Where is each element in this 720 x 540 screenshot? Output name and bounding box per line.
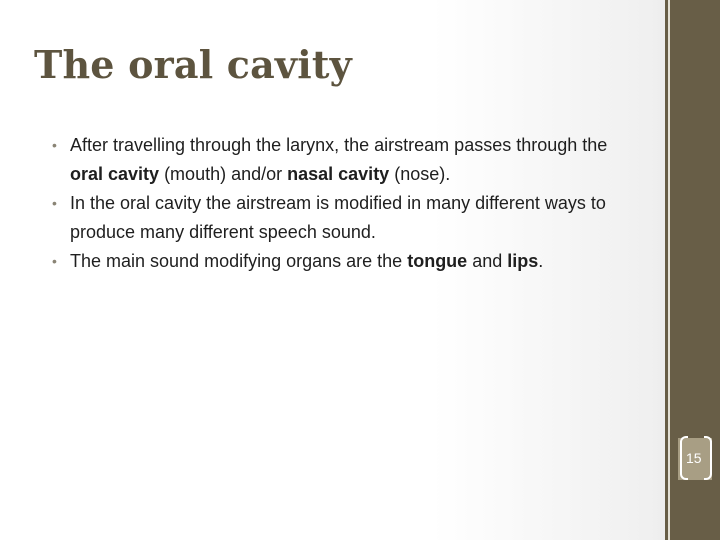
bullet-text-run: The main sound modifying organs are the xyxy=(70,251,408,271)
bullet-text xyxy=(70,135,607,184)
bullet-item xyxy=(52,189,642,247)
bullet-dot-icon: • xyxy=(52,137,57,153)
bullet-text-run: In the oral cavity the airstream is modified in many different ways to produce many different speech sound. xyxy=(70,193,606,242)
bullet-dot-icon: • xyxy=(52,195,57,211)
bullet-text-run: (nose). xyxy=(389,164,451,184)
bullet-text-run: (mouth) and/or xyxy=(159,164,288,184)
bullet-text-run: . xyxy=(538,251,544,271)
side-panel-divider xyxy=(668,0,670,540)
bullet-item xyxy=(52,247,642,276)
bold-term: nasal cavity xyxy=(287,164,390,184)
bullet-text-run: After travelling through the larynx, the airstream passes through the xyxy=(70,135,608,155)
bold-term: lips xyxy=(507,251,539,271)
bullet-dot-icon: • xyxy=(52,253,57,269)
slide-title: The oral cavity xyxy=(34,42,352,87)
bullet-text-run: and xyxy=(467,251,508,271)
bullet-text xyxy=(70,251,543,271)
bold-term: tongue xyxy=(407,251,468,271)
bullet-text xyxy=(70,193,606,242)
bullet-list xyxy=(52,131,642,276)
bullet-item xyxy=(52,131,642,189)
bold-term: oral cavity xyxy=(70,164,160,184)
page-number: 15 xyxy=(686,450,702,466)
